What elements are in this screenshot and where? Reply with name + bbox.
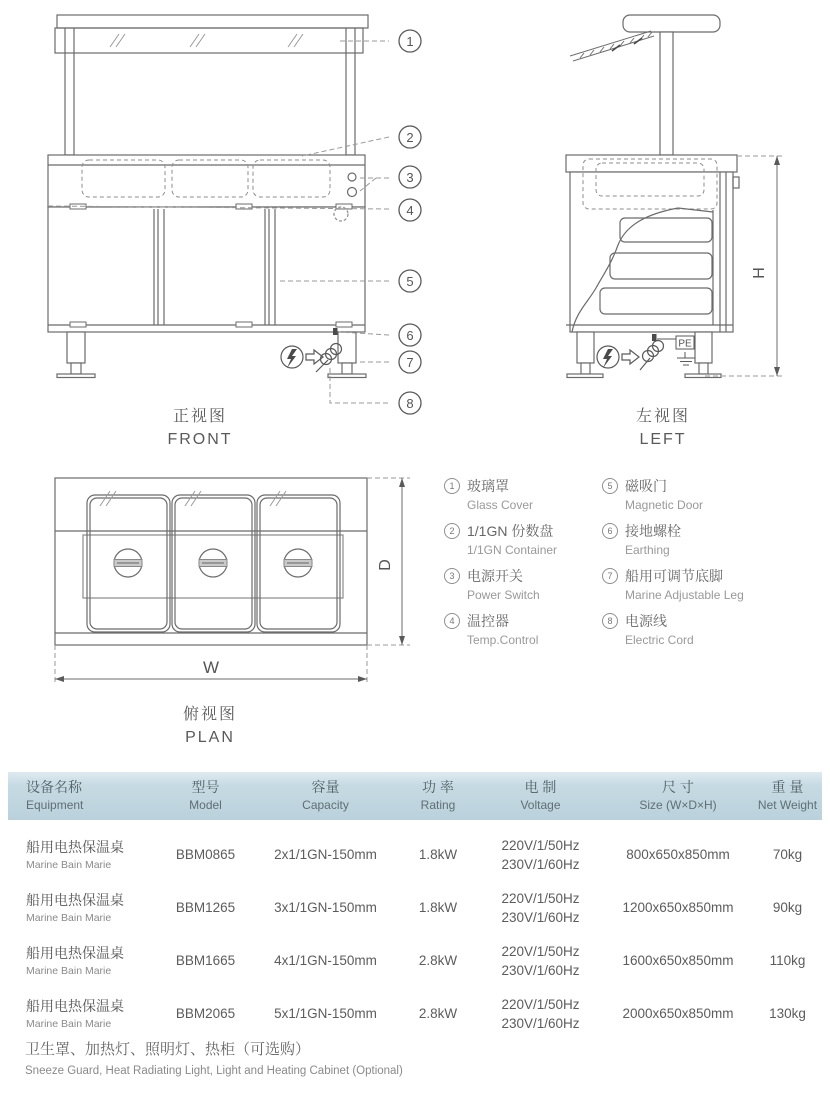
legend-item-gn-container	[444, 521, 596, 557]
cell-capacity: 3x1/1GN-150mm	[274, 900, 377, 916]
canopy-side	[623, 15, 720, 155]
plan-title-zh: 俯视图	[182, 706, 237, 723]
power-cord-symbol-side	[597, 341, 664, 371]
svg-text:5: 5	[406, 274, 414, 289]
header-voltage: 电 制 Voltage	[520, 779, 561, 812]
cell-size: 1600x650x850mm	[622, 953, 734, 969]
spec-table-header	[8, 772, 822, 820]
cell-voltage: 220V/1/50Hz 230V/1/60Hz	[501, 838, 580, 872]
cell-voltage: 220V/1/50Hz 230V/1/60Hz	[501, 891, 580, 925]
legend-zh-3: 电源开关	[467, 568, 523, 584]
cell-weight: 90kg	[772, 900, 803, 916]
cell-capacity: 5x1/1GN-150mm	[274, 1006, 377, 1022]
legend-en-5: Magnetic Door	[625, 498, 704, 512]
cell-rating: 1.8kW	[418, 900, 458, 916]
cell-weight: 70kg	[772, 847, 803, 863]
power-cord-symbol	[281, 344, 342, 373]
legend-column-2	[602, 476, 744, 656]
svg-text:4: 4	[406, 203, 414, 218]
legend-num-2: 2	[444, 523, 460, 539]
legend-item-adjustable-leg	[602, 566, 744, 602]
plan-view-drawing	[40, 470, 430, 740]
svg-text:8: 8	[406, 396, 414, 411]
svg-text:3: 3	[406, 170, 414, 185]
callout-6	[399, 324, 421, 346]
legend-item-magnetic-door	[602, 476, 744, 512]
legend-zh-8: 电源线	[625, 613, 667, 629]
callout-8	[399, 392, 421, 414]
front-title-zh: 正视图	[172, 408, 227, 425]
cell-voltage: 220V/1/50Hz 230V/1/60Hz	[501, 997, 580, 1031]
legend-column-1	[444, 476, 596, 656]
cell-model: BBM2065	[175, 1006, 236, 1022]
legend-en-4: Temp.Control	[467, 633, 539, 647]
cell-size: 2000x650x850mm	[622, 1006, 734, 1022]
legend-num-4: 4	[444, 613, 460, 629]
svg-text:2: 2	[406, 130, 414, 145]
cell-size: 800x650x850mm	[626, 847, 730, 863]
header-weight: 重 量 Net Weight	[757, 779, 818, 812]
side-body	[566, 155, 739, 332]
adjustable-legs-side	[567, 332, 721, 378]
legend-zh-6: 接地螺栓	[625, 523, 681, 539]
cell-weight: 130kg	[769, 1006, 806, 1022]
pe-label: PE	[678, 338, 692, 350]
callout-5	[399, 270, 421, 292]
callout-4	[399, 199, 421, 221]
header-rating: 功 率 Rating	[420, 779, 456, 812]
plan-title-en: PLAN	[185, 729, 235, 746]
canopy-posts	[65, 26, 355, 155]
legend-num-7: 7	[602, 568, 618, 584]
legend-zh-4: 温控器	[467, 613, 509, 629]
cell-capacity: 2x1/1GN-150mm	[274, 847, 377, 863]
legend-en-6: Earthing	[625, 543, 670, 557]
width-dim-label: W	[202, 658, 220, 677]
cell-equipment: 船用电热保温桌 Marine Bain Marie	[26, 998, 124, 1031]
cell-equipment: 船用电热保温桌 Marine Bain Marie	[26, 892, 124, 925]
legend-zh-2: 1/1GN 份数盘	[467, 523, 554, 539]
callout-3	[399, 166, 421, 188]
cell-weight: 110kg	[769, 953, 806, 969]
cell-rating: 2.8kW	[418, 1006, 458, 1022]
legend-num-6: 6	[602, 523, 618, 539]
callout-7	[399, 351, 421, 373]
legend-item-glass-cover	[444, 476, 596, 512]
optional-accessories-note	[25, 1038, 403, 1077]
legend-num-1: 1	[444, 478, 460, 494]
header-capacity: 容量 Capacity	[302, 779, 349, 812]
earthing-bolt	[333, 328, 338, 335]
cell-size: 1200x650x850mm	[622, 900, 734, 916]
legend-num-3: 3	[444, 568, 460, 584]
cell-equipment: 船用电热保温桌 Marine Bain Marie	[26, 839, 124, 872]
left-view-drawing	[550, 10, 800, 450]
cell-rating: 1.8kW	[418, 847, 458, 863]
table-row	[8, 829, 822, 882]
cell-capacity: 4x1/1GN-150mm	[274, 953, 377, 969]
legend-num-5: 5	[602, 478, 618, 494]
legend-item-temp-control	[444, 611, 596, 647]
cell-rating: 2.8kW	[418, 953, 458, 969]
left-title-zh: 左视图	[635, 408, 690, 425]
legend-zh-7: 船用可调节底脚	[625, 568, 723, 584]
legend-en-2: 1/1GN Container	[467, 543, 558, 557]
legend-en-3: Power Switch	[467, 588, 540, 602]
cell-model: BBM0865	[175, 847, 236, 863]
footnote-zh: 卫生罩、加热灯、照明灯、热柜（可选购）	[25, 1041, 311, 1058]
legend-en-8: Electric Cord	[625, 633, 694, 647]
footnote-en: Sneeze Guard, Heat Radiating Light, Light and Heating Cabinet (Optional)	[25, 1065, 403, 1077]
callout-1	[399, 30, 421, 52]
front-view-drawing	[40, 10, 430, 450]
callout-2	[399, 126, 421, 148]
cabinet	[48, 207, 365, 332]
table-row	[8, 988, 822, 1041]
callouts-front	[399, 30, 421, 414]
cell-equipment: 船用电热保温桌 Marine Bain Marie	[26, 945, 124, 978]
legend-en-7: Marine Adjustable Leg	[625, 588, 744, 602]
cell-model: BBM1665	[175, 953, 236, 969]
glass-marks	[110, 34, 303, 47]
svg-text:6: 6	[406, 328, 414, 343]
legend-en-1: Glass Cover	[467, 498, 534, 512]
glass-slant	[570, 31, 654, 61]
header-equipment: 设备名称 Equipment	[26, 779, 84, 812]
svg-text:7: 7	[406, 355, 414, 370]
header-size: 尺 寸 Size (W×D×H)	[639, 779, 717, 812]
table-row	[8, 882, 822, 935]
cell-voltage: 220V/1/50Hz 230V/1/60Hz	[501, 944, 580, 978]
front-title-en: FRONT	[167, 431, 233, 448]
legend-item-electric-cord	[602, 611, 744, 647]
left-view-title	[553, 403, 773, 449]
legend-zh-5: 磁吸门	[625, 478, 667, 494]
cell-model: BBM1265	[175, 900, 236, 916]
table-row	[8, 935, 822, 988]
height-dim-label: H	[751, 267, 768, 279]
legend-num-8: 8	[602, 613, 618, 629]
plan-view-title	[100, 701, 320, 747]
legend-item-earthing	[602, 521, 744, 557]
glass-cover	[55, 15, 368, 53]
legend-zh-1: 玻璃罩	[467, 478, 509, 494]
svg-text:1: 1	[406, 34, 414, 49]
left-title-en: LEFT	[639, 431, 687, 448]
front-view-title	[90, 403, 310, 449]
spec-table	[8, 772, 822, 1041]
parts-legend	[444, 476, 826, 656]
depth-dim-label: D	[377, 559, 394, 571]
table-top	[48, 155, 365, 207]
header-model: 型号 Model	[189, 779, 222, 812]
legend-item-power-switch	[444, 566, 596, 602]
